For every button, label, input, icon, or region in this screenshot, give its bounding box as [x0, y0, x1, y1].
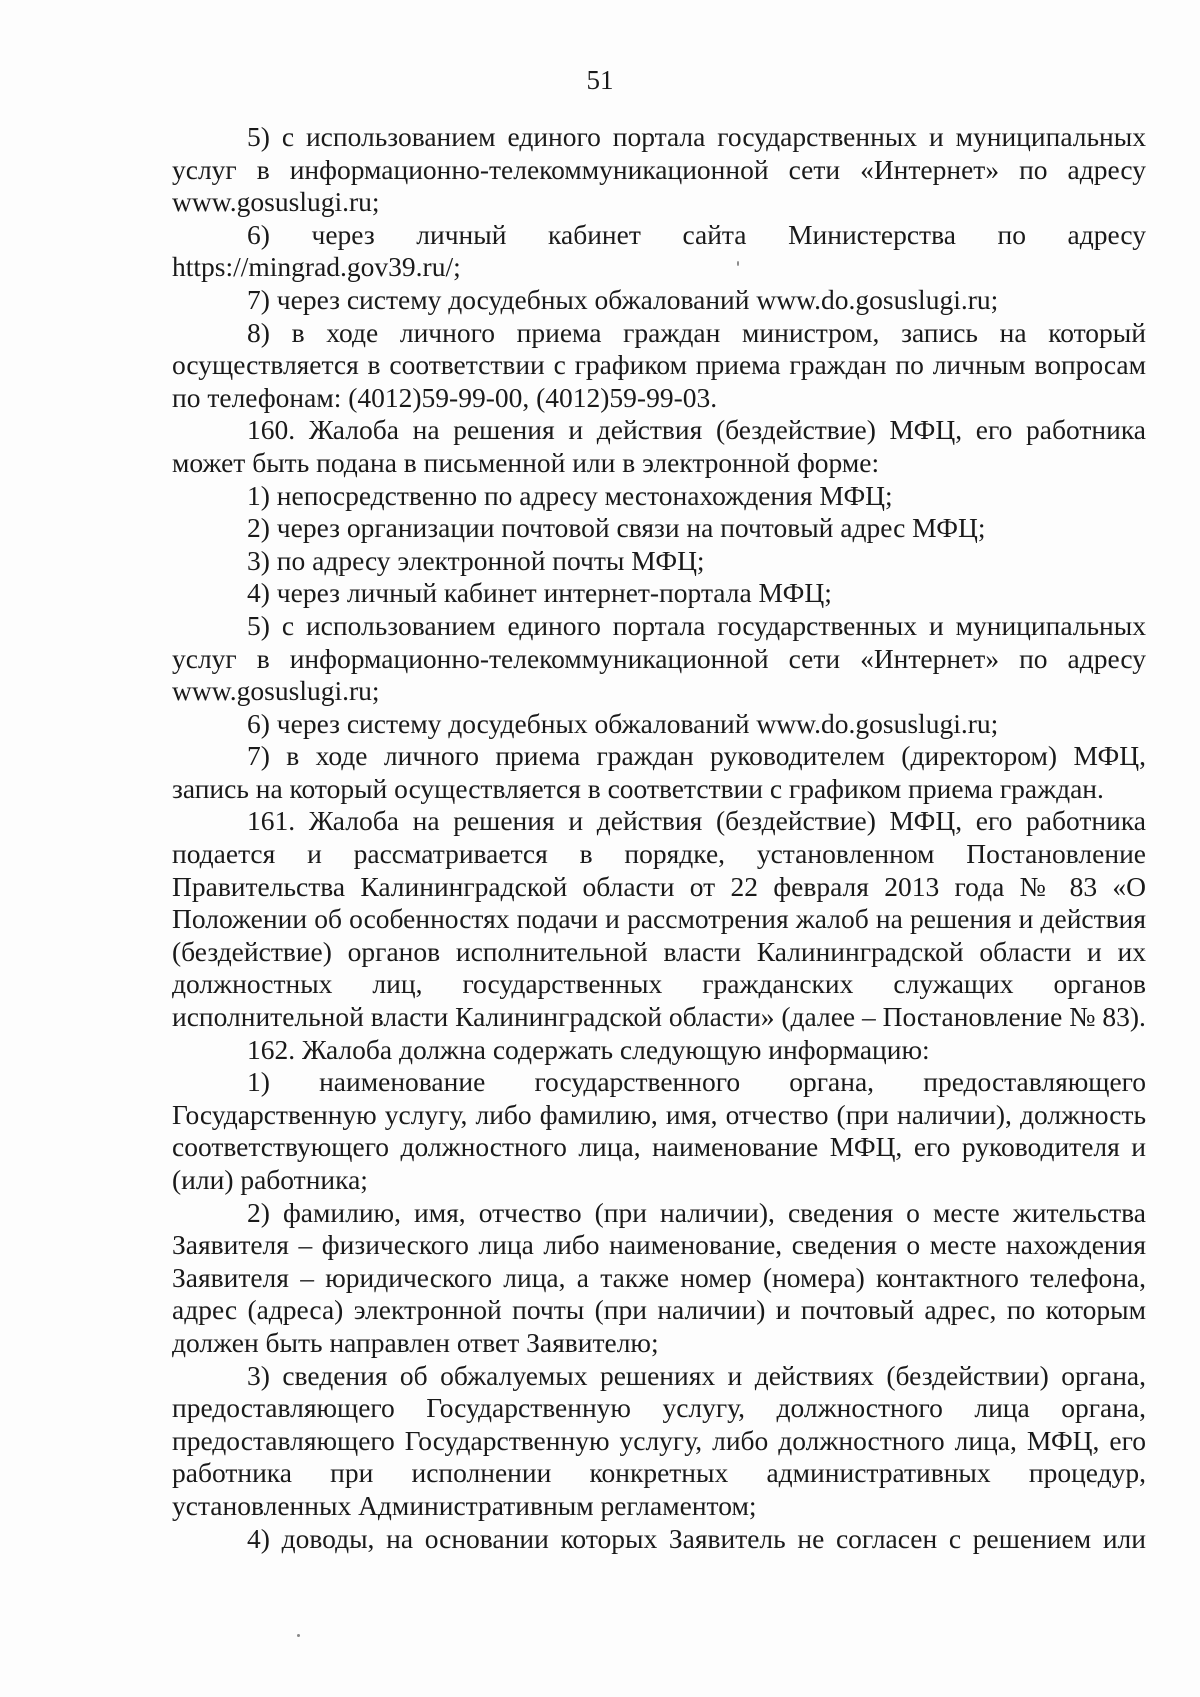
paragraph: 2) фамилию, имя, отчество (при наличии), сведения о месте жительства Заявителя – физического лица либо наименование, сведения о месте нахождения Заявителя – юридического лица, а также номер (номера) контактного телефона, адрес (адреса) электронной почты (при наличии) и почтовый адрес, по которым должен быть направлен ответ Заявителю;: [172, 1196, 1146, 1358]
paragraph: 6) через личный кабинет сайта Министерства по адресу https://mingrad.gov39.ru/;: [172, 218, 1146, 283]
scan-speck: [297, 1634, 300, 1637]
paragraph: 2) через организации почтовой связи на почтовый адрес МФЦ;: [247, 512, 986, 544]
paragraph: 162. Жалоба должна содержать следующую информацию:: [247, 1033, 930, 1065]
paragraph: 4) через личный кабинет интернет-портала МФЦ;: [247, 577, 832, 609]
paragraph: 8) в ходе личного приема граждан министром, запись на который осуществляется в соответствии с графиком приема граждан по личным вопросам по телефонам: (4012)59-99-00, (4012)59-99-03.: [172, 316, 1146, 413]
paragraph: 1) наименование государственного органа, предоставляющего Государственную услугу, либо фамилию, имя, отчество (при наличии), должность соответствующего должностного лица, наименование МФЦ, его руководителя и (или) работника;: [172, 1066, 1146, 1195]
paragraph: 7) через систему досудебных обжалований www.do.gosuslugi.ru;: [247, 283, 999, 315]
paragraph: 6) через систему досудебных обжалований www.do.gosuslugi.ru;: [247, 707, 999, 739]
paragraph: 160. Жалоба на решения и действия (бездействие) МФЦ, его работника может быть подана в письменной или в электронной форме:: [172, 414, 1146, 478]
paragraph: 7) в ходе личного приема граждан руководителем (директором) МФЦ, запись на который осуществляется в соответствии с графиком приема граждан.: [172, 740, 1146, 804]
page-number: 51: [586, 65, 614, 95]
paragraph: 4) доводы, на основании которых Заявитель не согласен с решением или: [247, 1522, 1146, 1554]
paragraph: 1) непосредственно по адресу местонахождения МФЦ;: [247, 479, 893, 511]
paragraph: 161. Жалоба на решения и действия (бездействие) МФЦ, его работника подается и рассматривается в порядке, установленном Постановление Правительства Калининградской области от 22 февраля 2013 года № 83 «О Положении об особенностях подачи и рассмотрения жалоб на решения и действия (бездействие) органов исполнительной власти Калининградской области и их должностных лиц, государственных гражданских служащих органов исполнительной власти Калининградской области» (далее – Постановление № 83).: [172, 805, 1146, 1033]
paragraph: 3) по адресу электронной почты МФЦ;: [247, 544, 705, 576]
paragraph: 5) с использованием единого портала государственных и муниципальных услуг в информационно-телекоммуникационной сети «Интернет» по адресу www.gosuslugi.ru;: [172, 609, 1146, 707]
scan-speck: [737, 261, 739, 266]
paragraph: 5) с использованием единого портала государственных и муниципальных услуг в информационно-телекоммуникационной сети «Интернет» по адресу www.gosuslugi.ru;: [172, 121, 1146, 218]
paragraph: 3) сведения об обжалуемых решениях и действиях (бездействии) органа, предоставляющего Государственную услугу, должностного лица органа, предоставляющего Государственную услугу, либо должностного лица, МФЦ, его работника при исполнении конкретных административных процедур, установленных Административным регламентом;: [172, 1359, 1146, 1521]
document-body: [172, 121, 1146, 1555]
